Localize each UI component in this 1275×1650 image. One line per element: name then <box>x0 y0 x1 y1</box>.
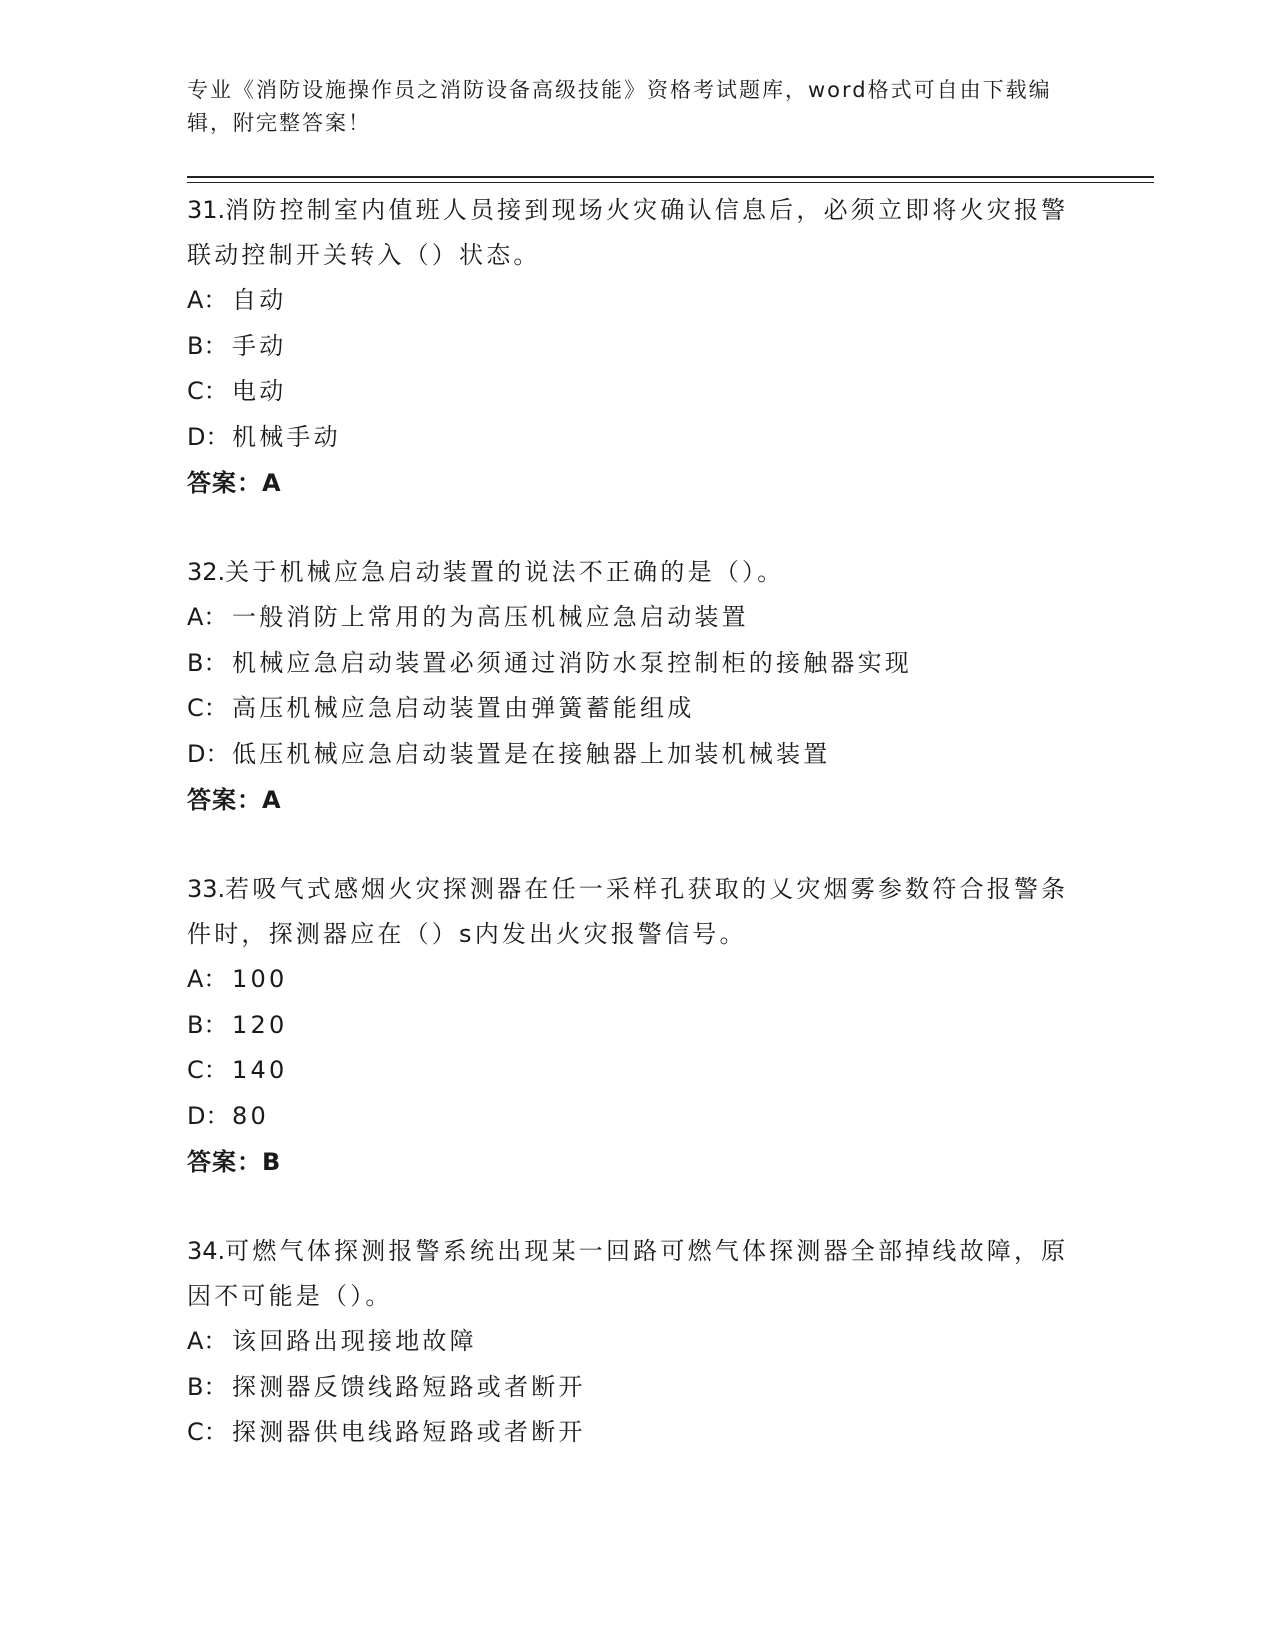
option-letter: C： <box>187 1056 228 1084</box>
option-text: 机械手动 <box>232 422 341 451</box>
question-number: 31. <box>187 196 226 224</box>
option-d <box>187 732 1087 778</box>
option-a <box>187 1319 1087 1365</box>
option-text: 80 <box>232 1101 269 1130</box>
option-text: 机械应急启动装置必须通过消防水泵控制柜的接触器实现 <box>232 648 912 677</box>
option-letter: D： <box>187 739 230 768</box>
option-text: 该回路出现接地故障 <box>232 1327 477 1355</box>
question-stem <box>187 867 1087 957</box>
option-a <box>187 595 1087 641</box>
option-a <box>187 957 1087 1003</box>
option-letter: A： <box>187 1327 228 1355</box>
question-34 <box>187 1229 1087 1456</box>
question-text: 若吸气式感烟火灾探测器在任一采样孔获取的乂灾烟雾参数符合报警条件时，探测器应在（）s内发出火灾报警信号。 <box>187 875 1069 948</box>
option-text: 140 <box>232 1056 288 1084</box>
option-c <box>187 1048 1087 1094</box>
header-intro-text: 专业《消防设施操作员之消防设备高级技能》资格考试题库，word格式可自由下载编辑，附完整答案！ <box>187 78 1052 135</box>
option-text: 一般消防上常用的为高压机械应急启动装置 <box>232 603 749 631</box>
answer-line: 答案：A <box>187 786 282 814</box>
option-text: 120 <box>232 1010 288 1039</box>
option-text: 电动 <box>232 377 287 405</box>
question-text: 消防控制室内值班人员接到现场火灾确认信息后，必须立即将火灾报警联动控制开关转入（）状态。 <box>187 196 1069 269</box>
question-stem <box>187 188 1087 278</box>
option-letter: A： <box>187 286 228 314</box>
question-text: 可燃气体探测报警系统出现某一回路可燃气体探测器全部掉线故障，原因不可能是（）。 <box>187 1237 1069 1310</box>
question-list <box>187 188 1087 1500</box>
answer-line: 答案：A <box>187 469 282 497</box>
question-stem <box>187 550 1087 595</box>
option-c <box>187 1410 1087 1456</box>
option-letter: C： <box>187 1418 228 1446</box>
option-letter: C： <box>187 694 228 722</box>
question-stem <box>187 1229 1087 1319</box>
option-c <box>187 369 1087 415</box>
option-text: 高压机械应急启动装置由弹簧蓄能组成 <box>232 694 695 722</box>
document-header <box>187 74 1077 140</box>
option-b <box>187 641 1087 687</box>
question-33 <box>187 867 1087 1185</box>
header-divider-thin <box>187 182 1154 183</box>
option-letter: D： <box>187 1101 230 1130</box>
option-letter: C： <box>187 377 228 405</box>
option-text: 自动 <box>232 286 287 314</box>
option-text: 低压机械应急启动装置是在接触器上加装机械装置 <box>232 739 831 768</box>
option-b <box>187 324 1087 370</box>
option-text: 探测器反馈线路短路或者断开 <box>232 1372 586 1401</box>
option-letter: B： <box>187 1372 228 1401</box>
question-number: 33. <box>187 875 226 903</box>
option-letter: B： <box>187 648 228 677</box>
option-letter: A： <box>187 603 228 631</box>
option-d <box>187 1094 1087 1140</box>
option-letter: B： <box>187 331 228 360</box>
answer-line: 答案：B <box>187 1148 282 1176</box>
question-number: 34. <box>187 1237 226 1265</box>
option-text: 100 <box>232 965 288 993</box>
option-d <box>187 415 1087 461</box>
option-a <box>187 278 1087 324</box>
option-b <box>187 1003 1087 1049</box>
option-text: 手动 <box>232 331 287 360</box>
option-letter: D： <box>187 422 230 451</box>
option-text: 探测器供电线路短路或者断开 <box>232 1418 586 1446</box>
question-32 <box>187 550 1087 823</box>
option-c <box>187 686 1087 732</box>
option-letter: B： <box>187 1010 228 1039</box>
question-number: 32. <box>187 558 226 586</box>
question-text: 关于机械应急启动装置的说法不正确的是（）。 <box>225 558 785 586</box>
question-31 <box>187 188 1087 506</box>
option-letter: A： <box>187 965 228 993</box>
header-divider-thick <box>187 176 1154 178</box>
option-b <box>187 1365 1087 1411</box>
